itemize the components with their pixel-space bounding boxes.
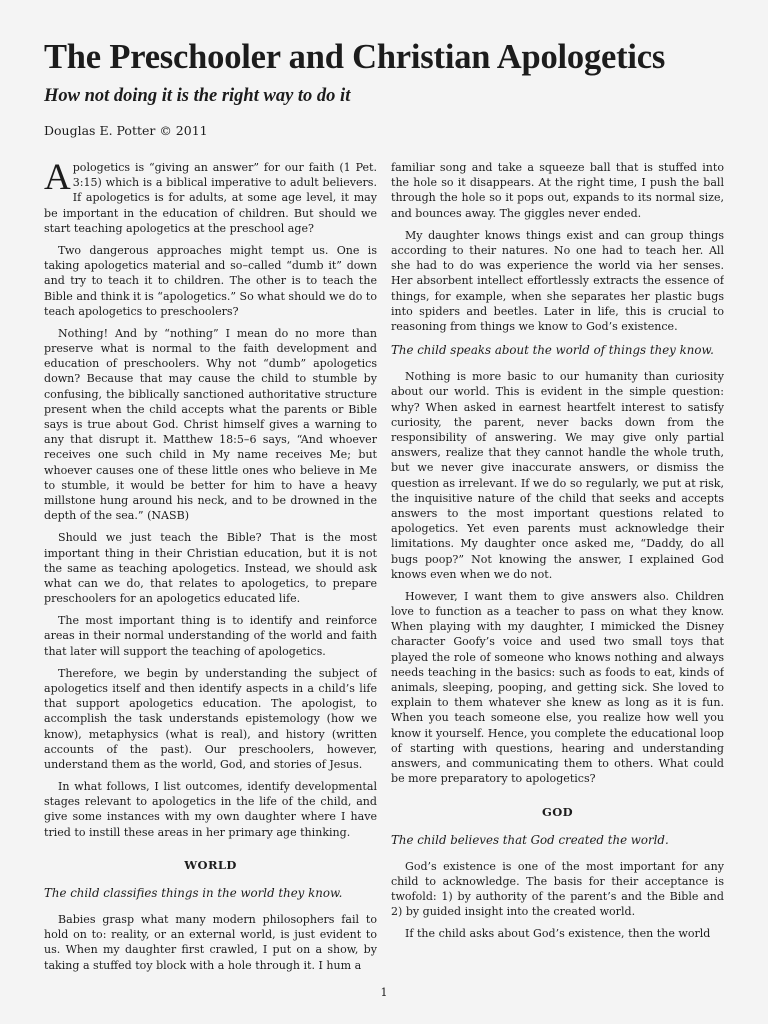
paragraph: Babies grasp what many modern philosophers fail to hold on to: reality, or an external world, is just evident to us. When my daughter first crawled, I put on a show, by taking a stuffed toy block with a hole through it. I hum a — [44, 913, 377, 972]
subheading-classifies: The child classifies things in the world they know. — [44, 886, 343, 901]
subheading-believes: The child believes that God created the world. — [391, 832, 669, 847]
page-subtitle: How not doing it is the right way to do it — [44, 86, 351, 106]
right-column — [391, 160, 724, 980]
section-heading-god: GOD — [541, 804, 573, 819]
subheading-speaks: The child speaks about the world of things they know. — [391, 343, 714, 358]
paragraph-continued: familiar song and take a squeeze ball that is stuffed into the hole so it disappears. At the right time, I push the ball through the hole so it pops out, expands to its normal size, and bounces away. The giggles never ended. — [391, 161, 724, 220]
paragraph: Nothing is more basic to our humanity than curiosity about our world. This is evident in the simple question: why? When asked in earnest heartfelt interest to satisfy curiosity, the parent, never backs down from the responsibility of answering. We may give only partial answers, realize that they cannot handle the whole truth, but we never give inaccurate answers, or dismiss the question as irrelevant. If we do so regularly, we put at risk, the inquisitive nature of the child that seeks and accepts answers to the most important questions related to apologetics. Yet even parents must acknowledge their limitations. My daughter once asked me, “Daddy, do all bugs poop?” Not knowing the answer, I explained God knows even when we do not. — [391, 370, 724, 581]
paragraph: Nothing! And by “nothing” I mean do no more than preserve what is normal to the faith development and education of preschoolers. Why not “dumb” apologetics down? Because that may cause the child to stumble by confusing, the biblically sanctioned authoritative structure present when the child accepts what the parents or Bible says is true about God. Christ himself gives a warning to any that disrupt it. Matthew 18:5–6 says, “And whoever receives one such child in My name receives Me; but whoever causes one of these little ones who believe in Me to stumble, it would be better for him to have a heavy millstone hung around his neck, and to be drowned in the depth of the sea.” (NASB) — [44, 326, 377, 523]
paragraph: In what follows, I list outcomes, identify developmental stages relevant to apologetics in the life of the child, and give some instances with my own daughter where I have tried to instill these areas in her primary age thinking. — [44, 780, 377, 839]
paragraph: God’s existence is one of the most important for any child to acknowledge. The basis for their acceptance is twofold: 1) by authority of the parent’s and the Bible and 2) by guided insight into the created world. — [391, 859, 724, 919]
left-column — [44, 160, 377, 980]
paragraph: If the child asks about God’s existence, then the world — [405, 927, 711, 941]
drop-cap: A — [44, 160, 71, 198]
paragraph: My daughter knows things exist and can group things according to their natures. No one had to teach her. All she had to do was experience the world via her senses. Her absorbent intellect effortlessly extracts the essence of things, for example, when she separates her plastic bugs into spiders and beetles. Later in life, this is crucial to reasoning from things we know to God’s existence. — [391, 228, 724, 333]
author-line: Douglas E. Potter © 2011 — [44, 123, 208, 138]
paragraph: However, I want them to give answers also. Children love to function as a teacher to pass on what they know. When playing with my daughter, I mimicked the Disney character Goofy’s voice and used two small toys that played the role of someone who knows nothing and always needs teaching in the basics: such as foods to eat, kinds of animals, sleeping, pooping, and getting sick. She loved to explain to them whatever she knew as long as it is fun. When you teach someone else, you realize how well you know it yourself. Hence, you complete the educational loop of starting with questions, hearing and understanding answers, and communicating them to others. What could be more preparatory to apologetics? — [391, 589, 724, 786]
section-heading-world: WORLD — [184, 857, 237, 872]
page-title: The Preschooler and Christian Apologetics — [44, 38, 666, 76]
page-number: 1 — [380, 986, 388, 999]
intro-paragraph — [44, 160, 377, 236]
intro-paragraph-text: pologetics is “giving an answer” for our faith (1 Pet. 3:15) which is a biblical imperative to adult believers. If apologetics is for adults, at some age level, it may be important in the education of children. But should we start teaching apologetics at the preschool age? — [44, 161, 377, 235]
paragraph: The most important thing is to identify and reinforce areas in their normal understanding of the world and faith that later will support the teaching of apologetics. — [44, 614, 377, 658]
paragraph: Should we just teach the Bible? That is the most important thing in their Christian education, but it is not the same as teaching apologetics. Instead, we should ask what can we do, that relates to apologetics, to prepare preschoolers for an apologetics educated life. — [44, 531, 377, 606]
paragraph: Therefore, we begin by understanding the subject of apologetics itself and then identify aspects in a child’s life that support apologetics education. The apologist, to accomplish the task understands epistemology (how we know), metaphysics (what is real), and history (written accounts of the past). Our preschoolers, however, understand them as the world, God, and stories of Jesus. — [44, 666, 377, 771]
paragraph: Two dangerous approaches might tempt us. One is taking apologetics material and so–called “dumb it” down and try to teach it to children. The other is to teach the Bible and think it is “apologetics.” So what should we do to teach apologetics to preschoolers? — [44, 243, 377, 318]
